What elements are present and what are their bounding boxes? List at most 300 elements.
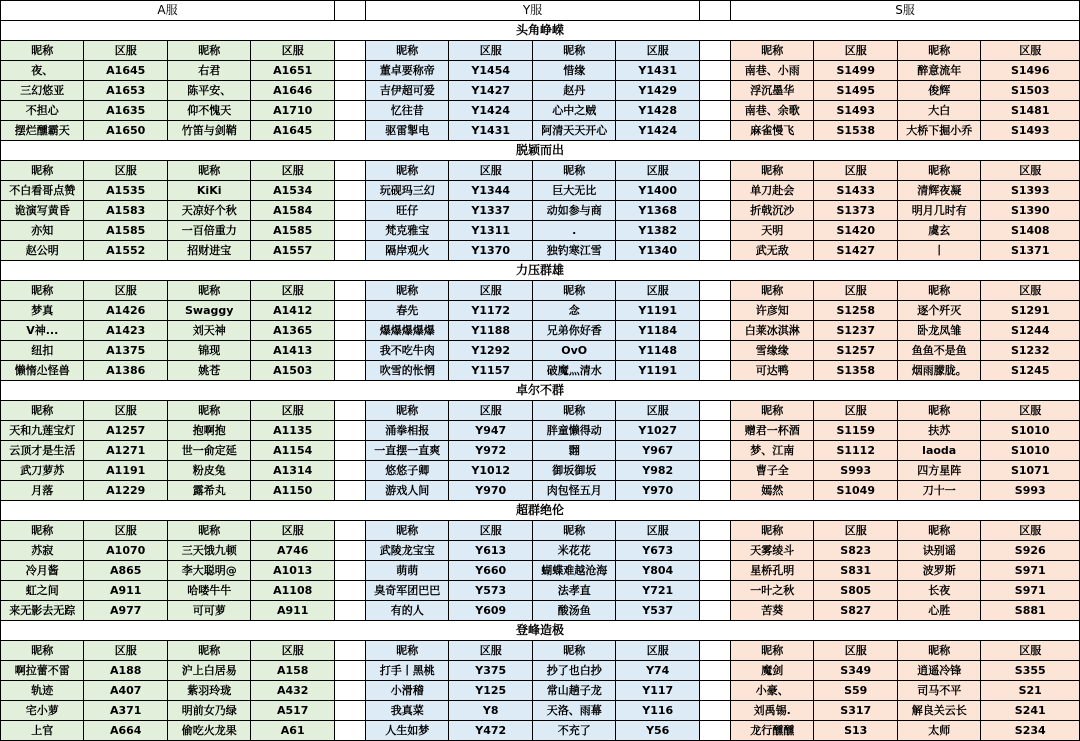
player-name-cell: 武无敌 (731, 241, 814, 261)
zone-cell: S881 (981, 601, 1080, 621)
column-header-name: 昵称 (366, 521, 449, 541)
gap-cell (699, 721, 730, 741)
player-name-cell: 露希丸 (167, 481, 250, 501)
table-row (1, 421, 1080, 441)
zone-cell: Y721 (616, 581, 700, 601)
zone-cell: Y1424 (616, 121, 700, 141)
zone-cell: S1496 (981, 61, 1080, 81)
column-header-name: 昵称 (1, 641, 84, 661)
zone-cell: S1291 (981, 301, 1080, 321)
gap-cell (334, 461, 365, 481)
player-name-cell: 三天饿九顿 (167, 541, 250, 561)
player-name-cell: 轨迹 (1, 681, 84, 701)
zone-cell: S1232 (981, 341, 1080, 361)
gap-cell (699, 181, 730, 201)
player-name-cell: 爆爆爆爆爆 (366, 321, 449, 341)
gap-cell (699, 361, 730, 381)
column-header-zone: 区服 (981, 521, 1080, 541)
column-header-zone: 区服 (84, 281, 167, 301)
player-name-cell: 清辉夜凝 (897, 181, 980, 201)
zone-cell: A1645 (251, 121, 335, 141)
player-name-cell: 小滑稽 (366, 681, 449, 701)
gap-cell (334, 101, 365, 121)
zone-cell: A1191 (84, 461, 167, 481)
zone-cell: A1557 (251, 241, 335, 261)
player-name-cell: 长夜 (897, 581, 980, 601)
column-header-name: 昵称 (731, 401, 814, 421)
zone-cell: A1710 (251, 101, 335, 121)
player-name-cell: 动如参与商 (532, 201, 615, 221)
table-row (1, 541, 1080, 561)
zone-cell: Y1292 (449, 341, 532, 361)
zone-cell: S1427 (814, 241, 897, 261)
zone-cell: Y1344 (449, 181, 532, 201)
player-name-cell: 南巷、余歌 (731, 101, 814, 121)
column-header-zone: 区服 (84, 641, 167, 661)
table-row (1, 81, 1080, 101)
column-header-row (1, 521, 1080, 541)
gap-cell (334, 641, 365, 661)
column-header-zone: 区服 (449, 641, 532, 661)
tier-title: 力压群雄 (1, 261, 1080, 281)
player-name-cell: 酸汤鱼 (532, 601, 615, 621)
player-name-cell: 天洛、雨幕 (532, 701, 615, 721)
zone-cell: A1070 (84, 541, 167, 561)
gap-cell (334, 321, 365, 341)
player-name-cell: 破魔灬清水 (532, 361, 615, 381)
zone-cell: Y1027 (616, 421, 700, 441)
gap-cell (699, 121, 730, 141)
player-name-cell: 苏寂 (1, 541, 84, 561)
column-header-zone: 区服 (814, 641, 897, 661)
zone-cell: A1375 (84, 341, 167, 361)
zone-cell: A1646 (251, 81, 335, 101)
player-name-cell: 肉包怪五月 (532, 481, 615, 501)
player-name-cell: 俊辉 (897, 81, 980, 101)
zone-cell: A1108 (251, 581, 335, 601)
player-name-cell: 诀别谣 (897, 541, 980, 561)
zone-cell: S1258 (814, 301, 897, 321)
zone-cell: S1390 (981, 201, 1080, 221)
player-name-cell: 抄了也白抄 (532, 661, 615, 681)
player-name-cell: 隔岸观火 (366, 241, 449, 261)
tier-title-row (1, 381, 1080, 401)
column-header-zone: 区服 (84, 401, 167, 421)
player-name-cell: 胖童懒得动 (532, 421, 615, 441)
zone-cell: Y1400 (616, 181, 700, 201)
zone-cell: A865 (84, 561, 167, 581)
zone-cell: Y660 (449, 561, 532, 581)
player-name-cell: 锦现 (167, 341, 250, 361)
zone-cell: Y375 (449, 661, 532, 681)
column-header-name: 昵称 (167, 401, 250, 421)
player-name-cell: 游戏人间 (366, 481, 449, 501)
gap-cell (699, 201, 730, 221)
zone-cell: S349 (814, 661, 897, 681)
column-header-zone: 区服 (814, 401, 897, 421)
zone-cell: A188 (84, 661, 167, 681)
player-name-cell: 哈喽牛牛 (167, 581, 250, 601)
zone-cell: A158 (251, 661, 335, 681)
column-header-name: 昵称 (1, 161, 84, 181)
zone-cell: S13 (814, 721, 897, 741)
zone-cell: Y74 (616, 661, 700, 681)
table-row (1, 61, 1080, 81)
column-header-zone: 区服 (449, 161, 532, 181)
zone-cell: S1010 (981, 421, 1080, 441)
zone-cell: A407 (84, 681, 167, 701)
zone-cell: S1499 (814, 61, 897, 81)
column-header-name: 昵称 (366, 41, 449, 61)
gap-cell (334, 221, 365, 241)
player-name-cell: 陈平安、 (167, 81, 250, 101)
player-name-cell: 司马不平 (897, 681, 980, 701)
player-name-cell: 月落 (1, 481, 84, 501)
player-name-cell: 明前女乃绿 (167, 701, 250, 721)
zone-cell: A1645 (84, 61, 167, 81)
zone-cell: Y1340 (616, 241, 700, 261)
gap-cell (334, 61, 365, 81)
player-name-cell: 许彦知 (731, 301, 814, 321)
player-name-cell: 米花花 (532, 541, 615, 561)
player-name-cell: 念 (532, 301, 615, 321)
player-name-cell: 赠君一杯酒 (731, 421, 814, 441)
zone-cell: A1651 (251, 61, 335, 81)
column-header-name: 昵称 (1, 401, 84, 421)
gap-cell (334, 561, 365, 581)
zone-cell: Y1431 (616, 61, 700, 81)
column-header-name: 昵称 (897, 521, 980, 541)
table-row (1, 441, 1080, 461)
player-name-cell: 逍遥冷锋 (897, 661, 980, 681)
player-name-cell: 董卓要称帝 (366, 61, 449, 81)
tier-title-row (1, 141, 1080, 161)
column-header-zone: 区服 (981, 401, 1080, 421)
server-title-S: S服 (731, 1, 1080, 21)
gap-cell (699, 521, 730, 541)
player-name-cell: 世一俞定延 (167, 441, 250, 461)
player-name-cell: 姚苍 (167, 361, 250, 381)
column-header-zone: 区服 (616, 401, 700, 421)
column-header-zone: 区服 (84, 41, 167, 61)
zone-cell: S355 (981, 661, 1080, 681)
zone-cell: S827 (814, 601, 897, 621)
player-name-cell: 我真菜 (366, 701, 449, 721)
zone-cell: Y1368 (616, 201, 700, 221)
column-header-zone: 区服 (449, 41, 532, 61)
player-name-cell: 浮沉墨华 (731, 81, 814, 101)
player-name-cell: 一直摆一直爽 (366, 441, 449, 461)
column-header-zone: 区服 (449, 281, 532, 301)
zone-cell: Y1337 (449, 201, 532, 221)
player-name-cell: laoda (897, 441, 980, 461)
player-name-cell: 春先 (366, 301, 449, 321)
gap-cell (699, 561, 730, 581)
column-header-name: 昵称 (167, 281, 250, 301)
player-name-cell: 醉意流年 (897, 61, 980, 81)
column-header-zone: 区服 (981, 161, 1080, 181)
player-name-cell: 吹雪的怅惘 (366, 361, 449, 381)
table-row (1, 341, 1080, 361)
player-name-cell: 曹子全 (731, 461, 814, 481)
gap-cell (699, 101, 730, 121)
table-row (1, 201, 1080, 221)
player-name-cell: 臭奇军团巴巴 (366, 581, 449, 601)
zone-cell: S1245 (981, 361, 1080, 381)
zone-cell: Y116 (616, 701, 700, 721)
zone-cell: Y1188 (449, 321, 532, 341)
player-name-cell: Swaggy (167, 301, 250, 321)
table-row (1, 601, 1080, 621)
zone-cell: A1154 (251, 441, 335, 461)
table-row (1, 241, 1080, 261)
column-header-row (1, 401, 1080, 421)
gap-cell (334, 121, 365, 141)
zone-cell: Y1191 (616, 301, 700, 321)
tier-title: 卓尔不群 (1, 381, 1080, 401)
zone-cell: S1408 (981, 221, 1080, 241)
player-name-cell: 宅小萝 (1, 701, 84, 721)
column-header-zone: 区服 (251, 161, 335, 181)
column-header-name: 昵称 (366, 401, 449, 421)
player-name-cell: 梦真 (1, 301, 84, 321)
zone-cell: Y970 (616, 481, 700, 501)
zone-cell: S993 (981, 481, 1080, 501)
zone-cell: S1049 (814, 481, 897, 501)
column-header-zone: 区服 (251, 41, 335, 61)
zone-cell: S21 (981, 681, 1080, 701)
column-header-row (1, 281, 1080, 301)
gap-cell (699, 401, 730, 421)
player-name-cell: 天明 (731, 221, 814, 241)
player-name-cell: 不充了 (532, 721, 615, 741)
player-name-cell: 刘天神 (167, 321, 250, 341)
player-name-cell: 翾 (532, 441, 615, 461)
zone-cell: A1635 (84, 101, 167, 121)
zone-cell: A1150 (251, 481, 335, 501)
zone-cell: A746 (251, 541, 335, 561)
gap-cell (699, 701, 730, 721)
player-name-cell: 大桥下掘小乔 (897, 121, 980, 141)
zone-cell: S805 (814, 581, 897, 601)
player-name-cell: 夜、 (1, 61, 84, 81)
player-name-cell: 雪缘缘 (731, 341, 814, 361)
table-row (1, 701, 1080, 721)
column-header-name: 昵称 (532, 641, 615, 661)
gap-cell (699, 581, 730, 601)
table-row (1, 181, 1080, 201)
column-header-zone: 区服 (449, 401, 532, 421)
gap-cell (334, 161, 365, 181)
gap-cell (699, 461, 730, 481)
tier-title-row (1, 21, 1080, 41)
player-name-cell: 有的人 (366, 601, 449, 621)
gap-cell (334, 341, 365, 361)
player-name-cell: 心胜 (897, 601, 980, 621)
player-name-cell: V神... (1, 321, 84, 341)
zone-cell: Y8 (449, 701, 532, 721)
gap-cell (699, 601, 730, 621)
zone-cell: S317 (814, 701, 897, 721)
zone-cell: A1653 (84, 81, 167, 101)
player-name-cell: 嫣然 (731, 481, 814, 501)
zone-cell: S993 (814, 461, 897, 481)
gap-cell (334, 661, 365, 681)
player-name-cell: 武刀萝苏 (1, 461, 84, 481)
player-name-cell: 折戟沉沙 (731, 201, 814, 221)
zone-cell: S971 (981, 581, 1080, 601)
player-name-cell: 仰不愧天 (167, 101, 250, 121)
zone-cell: A1365 (251, 321, 335, 341)
zone-cell: S1481 (981, 101, 1080, 121)
zone-cell: S1358 (814, 361, 897, 381)
gap-cell (699, 641, 730, 661)
player-name-cell: 一百倍重力 (167, 221, 250, 241)
gap-cell (699, 221, 730, 241)
zone-cell: Y972 (449, 441, 532, 461)
player-name-cell: 大白 (897, 101, 980, 121)
column-header-zone: 区服 (981, 281, 1080, 301)
tier-title-row (1, 621, 1080, 641)
column-header-name: 昵称 (366, 161, 449, 181)
player-name-cell: 摆烂醺霸天 (1, 121, 84, 141)
player-name-cell: 常山趟子龙 (532, 681, 615, 701)
gap-cell (699, 341, 730, 361)
column-header-name: 昵称 (731, 161, 814, 181)
zone-cell: S234 (981, 721, 1080, 741)
column-header-zone: 区服 (616, 161, 700, 181)
player-name-cell: 龙行醺醺 (731, 721, 814, 741)
player-name-cell: 阿清天天开心 (532, 121, 615, 141)
zone-cell: Y609 (449, 601, 532, 621)
zone-cell: A432 (251, 681, 335, 701)
player-name-cell: 啊拉蕾不雷 (1, 661, 84, 681)
player-name-cell: 竹笛与剑鞘 (167, 121, 250, 141)
column-header-zone: 区服 (814, 281, 897, 301)
player-name-cell: 苦葵 (731, 601, 814, 621)
zone-cell: S926 (981, 541, 1080, 561)
player-name-cell: 纽扣 (1, 341, 84, 361)
player-name-cell: 法孝直 (532, 581, 615, 601)
zone-cell: A977 (84, 601, 167, 621)
column-header-zone: 区服 (814, 41, 897, 61)
gap-cell (699, 81, 730, 101)
table-row (1, 221, 1080, 241)
column-header-name: 昵称 (731, 281, 814, 301)
column-header-zone: 区服 (251, 641, 335, 661)
zone-cell: A1229 (84, 481, 167, 501)
table-row (1, 721, 1080, 741)
column-header-zone: 区服 (251, 281, 335, 301)
player-name-cell: 天凉好个秋 (167, 201, 250, 221)
gap-cell (334, 81, 365, 101)
gap-cell (334, 441, 365, 461)
tier-title: 头角峥嵘 (1, 21, 1080, 41)
gap-cell (699, 661, 730, 681)
player-name-cell: 丨 (897, 241, 980, 261)
player-name-cell: 星桥孔明 (731, 561, 814, 581)
zone-cell: A1386 (84, 361, 167, 381)
zone-cell: A1413 (251, 341, 335, 361)
zone-cell: S1071 (981, 461, 1080, 481)
zone-cell: Y1311 (449, 221, 532, 241)
zone-cell: S1244 (981, 321, 1080, 341)
column-header-name: 昵称 (532, 281, 615, 301)
column-header-name: 昵称 (532, 521, 615, 541)
player-name-cell: 刀十一 (897, 481, 980, 501)
tier-title: 脱颖而出 (1, 141, 1080, 161)
player-name-cell: 蝴蝶难越沧海 (532, 561, 615, 581)
gap-cell (334, 541, 365, 561)
player-name-cell: 涌拳相报 (366, 421, 449, 441)
column-header-zone: 区服 (981, 41, 1080, 61)
player-name-cell: 招财进宝 (167, 241, 250, 261)
column-header-zone: 区服 (449, 521, 532, 541)
player-name-cell: 不白看哥点赞 (1, 181, 84, 201)
column-header-zone: 区服 (981, 641, 1080, 661)
gap-cell (699, 481, 730, 501)
zone-cell: Y947 (449, 421, 532, 441)
zone-cell: Y673 (616, 541, 700, 561)
zone-cell: Y56 (616, 721, 700, 741)
zone-cell: S1237 (814, 321, 897, 341)
column-header-name: 昵称 (1, 521, 84, 541)
column-header-name: 昵称 (532, 161, 615, 181)
player-name-cell: 悠悠子卿 (366, 461, 449, 481)
player-name-cell: 不担心 (1, 101, 84, 121)
gap-cell (334, 301, 365, 321)
player-name-cell: 天和九莲宝灯 (1, 421, 84, 441)
player-name-cell: 御坂御坂 (532, 461, 615, 481)
player-name-cell: 抱啊抱 (167, 421, 250, 441)
player-name-cell: 可达鸭 (731, 361, 814, 381)
player-name-cell: 解良关云长 (897, 701, 980, 721)
column-header-name: 昵称 (366, 281, 449, 301)
gap-cell (334, 421, 365, 441)
gap-cell (334, 581, 365, 601)
player-name-cell: 人生如梦 (366, 721, 449, 741)
player-name-cell: 巨大无比 (532, 181, 615, 201)
zone-cell: Y573 (449, 581, 532, 601)
column-header-name: 昵称 (897, 41, 980, 61)
column-header-name: 昵称 (167, 41, 250, 61)
player-name-cell: OvO (532, 341, 615, 361)
player-name-cell: 亦知 (1, 221, 84, 241)
zone-cell: A1257 (84, 421, 167, 441)
zone-cell: Y970 (449, 481, 532, 501)
column-header-name: 昵称 (167, 161, 250, 181)
zone-cell: A371 (84, 701, 167, 721)
zone-cell: A1412 (251, 301, 335, 321)
zone-cell: A1583 (84, 201, 167, 221)
zone-cell: A1535 (84, 181, 167, 201)
zone-cell: S1503 (981, 81, 1080, 101)
column-header-name: 昵称 (897, 641, 980, 661)
player-name-cell: 南巷、小雨 (731, 61, 814, 81)
zone-cell: Y1428 (616, 101, 700, 121)
gap-cell (334, 401, 365, 421)
zone-cell: Y1382 (616, 221, 700, 241)
gap-cell (334, 701, 365, 721)
player-name-cell: 心中之贼 (532, 101, 615, 121)
player-name-cell: 逐个歼灭 (897, 301, 980, 321)
player-name-cell: 刘禹锡. (731, 701, 814, 721)
zone-cell: Y1012 (449, 461, 532, 481)
player-name-cell: 忆往昔 (366, 101, 449, 121)
column-header-name: 昵称 (897, 401, 980, 421)
player-name-cell: 扶苏 (897, 421, 980, 441)
player-name-cell: 沪上白居易 (167, 661, 250, 681)
